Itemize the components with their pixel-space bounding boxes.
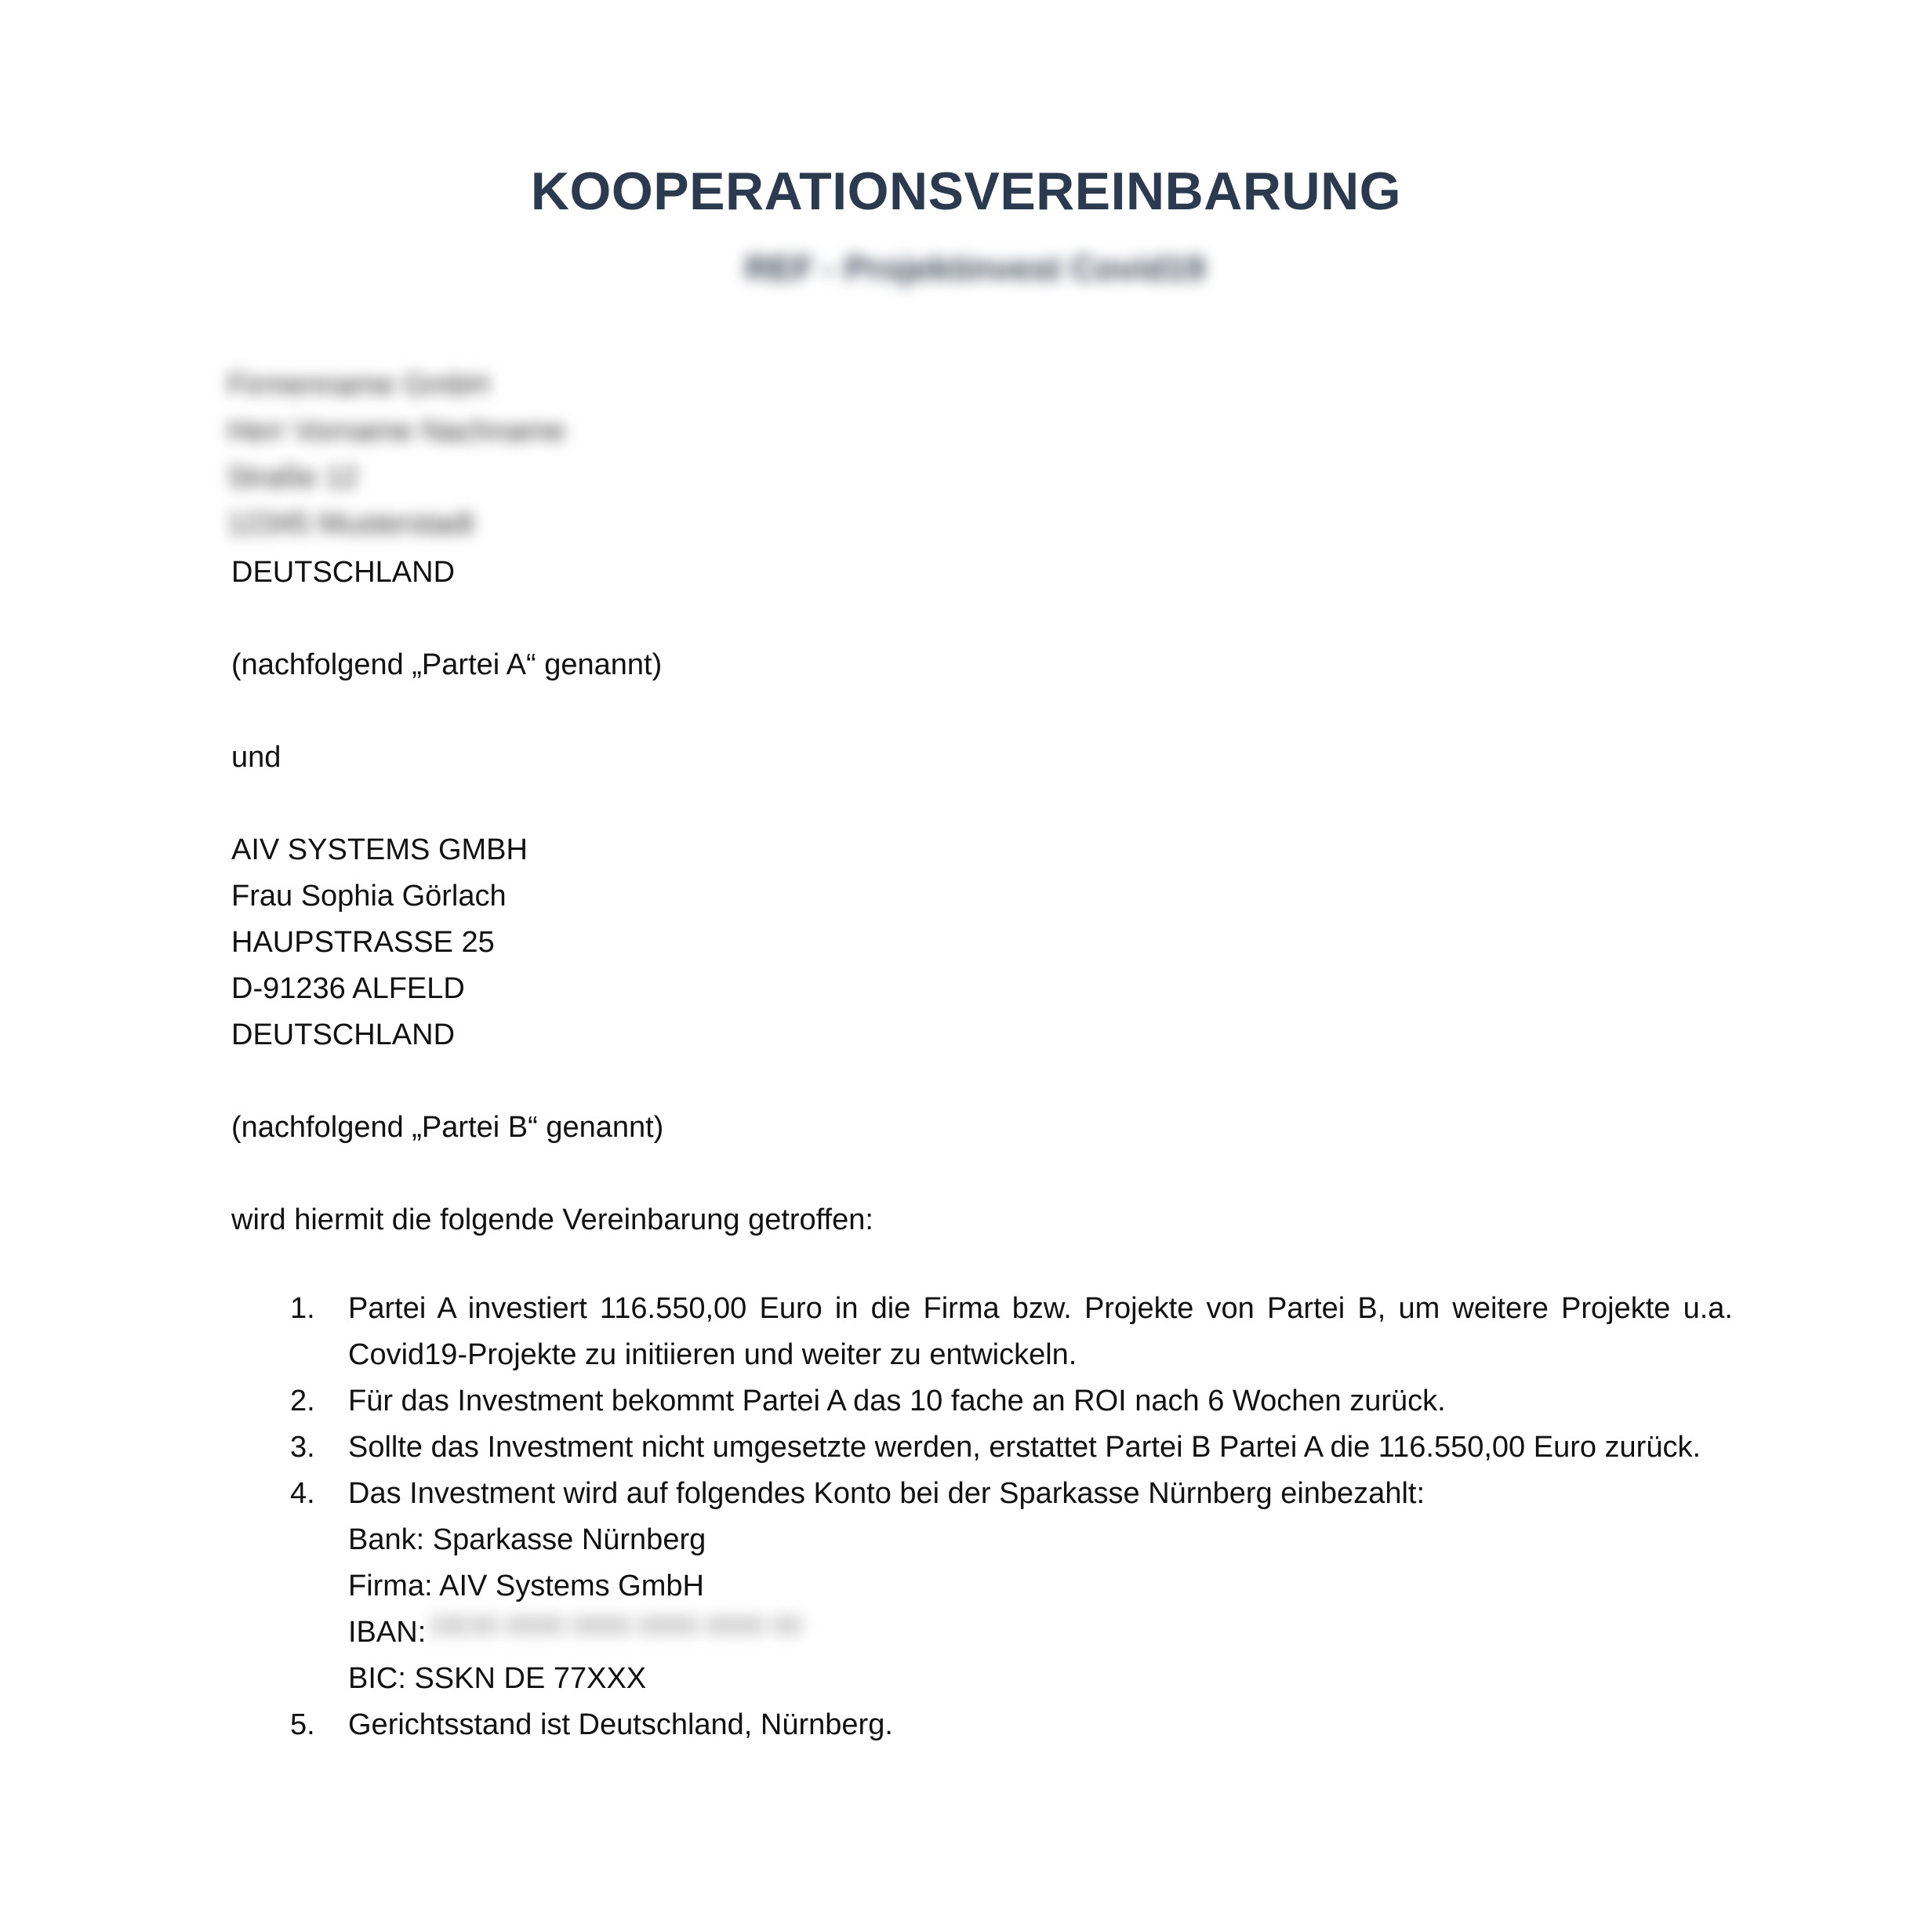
clause-item — [290, 1471, 1733, 1702]
clause-text: Sollte das Investment nicht umgesetzte werden, erstattet Partei B Partei A die 116.550,00 Euro zurück. — [348, 1431, 1701, 1464]
clause-number: 4. — [290, 1477, 315, 1510]
redacted-address-line: 12345 Musterstadt — [227, 507, 474, 540]
clause-item — [290, 1702, 1733, 1748]
clause-number: 1. — [290, 1292, 315, 1325]
party-a-designation: (nachfolgend „Partei A“ genannt) — [231, 648, 663, 681]
redacted-subtitle: REF - Projektinvest Covid19 — [745, 249, 1205, 288]
iban-label: IBAN: — [348, 1616, 427, 1649]
clause-list — [290, 1286, 1733, 1748]
clause-item — [290, 1286, 1733, 1378]
clause-item — [290, 1378, 1733, 1425]
clause-text: Das Investment wird auf folgendes Konto bei der Sparkasse Nürnberg einbezahlt: — [348, 1477, 1425, 1510]
bank-name: Bank: Sparkasse Nürnberg — [348, 1523, 706, 1556]
party-b-city: D-91236 ALFELD — [231, 972, 465, 1005]
bank-company: Firma: AIV Systems GmbH — [348, 1570, 704, 1602]
party-b-contact: Frau Sophia Görlach — [231, 880, 507, 913]
clause-item — [290, 1425, 1733, 1471]
redacted-address-line: Herr Vorname Nachname — [227, 415, 565, 448]
party-b-company: AIV SYSTEMS GMBH — [231, 833, 528, 866]
party-a-country: DEUTSCHLAND — [231, 556, 456, 589]
party-b-street: HAUPSTRASSE 25 — [231, 926, 495, 959]
clause-text: Partei A investiert 116.550,00 Euro in die Firma bzw. Projekte von Partei B, um weitere Projekte u.a. Covid19-Projekte zu initiieren und weiter zu entwickeln. — [348, 1292, 1733, 1371]
redacted-party-a-address — [227, 362, 565, 547]
party-b-designation: (nachfolgend „Partei B“ genannt) — [231, 1111, 664, 1144]
clause-number: 3. — [290, 1431, 315, 1464]
clause-text: Gerichtsstand ist Deutschland, Nürnberg. — [348, 1708, 893, 1741]
redacted-address-line: Straße 12 — [227, 461, 358, 494]
agreement-intro: wird hiermit die folgende Vereinbarung getroffen: — [231, 1203, 873, 1236]
clause-number: 2. — [290, 1385, 315, 1417]
redacted-iban: DE00 0000 0000 0000 0000 00 — [431, 1611, 802, 1641]
clause-number: 5. — [290, 1708, 315, 1741]
party-b-country: DEUTSCHLAND — [231, 1018, 456, 1051]
connector-und: und — [231, 741, 281, 774]
bic-line: BIC: SSKN DE 77XXX — [348, 1662, 647, 1695]
clause-text: Für das Investment bekommt Partei A das 10 fache an ROI nach 6 Wochen zurück. — [348, 1385, 1446, 1417]
document-title: KOOPERATIONSVEREINBARUNG — [530, 162, 1402, 221]
redacted-address-line: Firmenname GmbH — [227, 368, 489, 401]
